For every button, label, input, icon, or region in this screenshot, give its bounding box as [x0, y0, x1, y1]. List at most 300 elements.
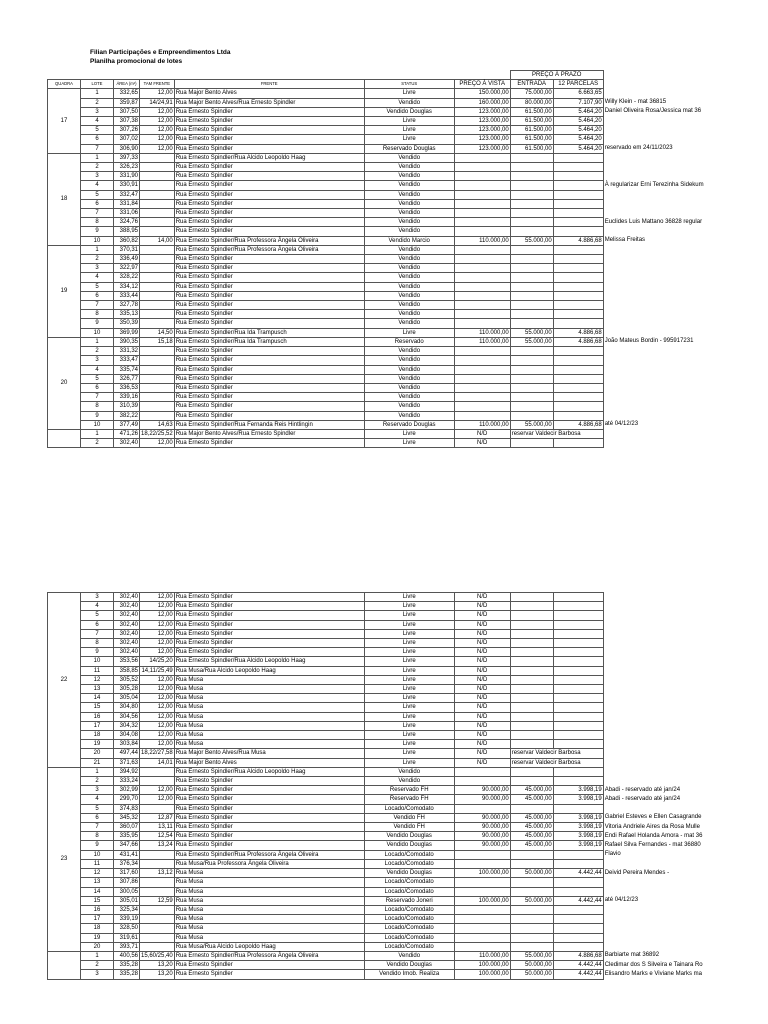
preco-vista-cell	[454, 393, 510, 402]
area-cell: 339,16	[114, 393, 140, 402]
area-cell: 388,95	[114, 227, 140, 236]
lote-cell: 1	[81, 951, 114, 960]
entrada-cell: 61.500,00	[510, 107, 553, 116]
status-cell: Vendido Douglas	[364, 841, 454, 850]
lote-cell: 18	[81, 731, 114, 740]
parcelas-cell	[553, 777, 603, 786]
lote-cell: 4	[81, 795, 114, 804]
frente-cell: Rua Ernesto Spindler	[174, 639, 364, 648]
frente-cell: Rua Major Bento Alves/Rua Ernesto Spindler	[174, 429, 364, 438]
area-cell: 497,44	[114, 749, 140, 758]
entrada-cell: 80.000,00	[510, 98, 553, 107]
area-cell: 400,56	[114, 951, 140, 960]
status-cell: Livre	[364, 758, 454, 767]
tam-frente-cell	[140, 402, 175, 411]
observacao-cell	[603, 365, 683, 374]
entrada-cell	[510, 163, 553, 172]
table-row	[48, 657, 684, 666]
tam-frente-cell: 12,00	[140, 439, 175, 448]
table-row	[48, 126, 684, 135]
frente-cell: Rua Ernesto Spindler	[174, 813, 364, 822]
table-row	[48, 951, 684, 960]
observacao-cell	[603, 291, 683, 300]
tam-frente-cell: 14,50	[140, 328, 175, 337]
entrada-cell	[510, 310, 553, 319]
area-cell: 326,23	[114, 163, 140, 172]
frente-cell: Rua Ernesto Spindler	[174, 181, 364, 190]
preco-vista-cell: N/D	[454, 731, 510, 740]
tam-frente-cell	[140, 153, 175, 162]
preco-vista-cell: N/D	[454, 712, 510, 721]
frente-cell: Rua Musa/Rua Alcido Leopoldo Haag	[174, 942, 364, 951]
lote-cell: 16	[81, 905, 114, 914]
parcelas-cell	[553, 163, 603, 172]
tam-frente-cell: 12,00	[140, 694, 175, 703]
observacao-cell	[603, 218, 703, 227]
preco-vista-cell	[454, 153, 510, 162]
area-cell: 335,13	[114, 310, 140, 319]
frente-cell: Rua Ernesto Spindler	[174, 301, 364, 310]
frente-cell: Rua Ernesto Spindler	[174, 190, 364, 199]
parcelas-cell	[553, 878, 603, 887]
table-row	[48, 804, 684, 813]
observacao-text: até 04/12/23	[604, 421, 639, 428]
status-cell: Vendido	[364, 402, 454, 411]
table-row	[48, 675, 684, 684]
preco-vista-cell: 123.000,00	[454, 126, 510, 135]
observacao-text: Barbiarte mat 36892	[604, 952, 660, 959]
table-row	[48, 347, 684, 356]
parcelas-cell	[553, 675, 603, 684]
entrada-cell	[510, 878, 553, 887]
status-cell: Vendido Douglas	[364, 869, 454, 878]
area-cell: 305,01	[114, 896, 140, 905]
table-row	[48, 163, 684, 172]
parcelas-cell	[553, 411, 603, 420]
parcelas-cell	[553, 915, 603, 924]
lote-cell: 6	[81, 383, 114, 392]
entrada-cell: 61.500,00	[510, 144, 553, 153]
tam-frente-cell	[140, 393, 175, 402]
area-cell: 302,40	[114, 593, 140, 602]
lote-cell: 14	[81, 694, 114, 703]
observacao-cell	[603, 383, 683, 392]
frente-cell: Rua Ernesto Spindler	[174, 383, 364, 392]
table-row	[48, 887, 684, 896]
lote-cell: 10	[81, 420, 114, 429]
status-cell: Vendido	[364, 393, 454, 402]
observacao-cell	[603, 429, 683, 438]
preco-vista-cell	[454, 356, 510, 365]
lote-cell: 17	[81, 915, 114, 924]
frente-cell: Rua Ernesto Spindler	[174, 273, 364, 282]
entrada-cell: 61.500,00	[510, 126, 553, 135]
lote-cell: 11	[81, 666, 114, 675]
preco-vista-cell: 90.000,00	[454, 795, 510, 804]
status-cell: Livre	[364, 328, 454, 337]
area-cell: 307,86	[114, 878, 140, 887]
frente-cell: Rua Musa	[174, 878, 364, 887]
entrada-cell: 55.000,00	[510, 420, 553, 429]
lote-cell: 6	[81, 620, 114, 629]
observacao-cell	[603, 611, 683, 620]
status-cell: Vendido Douglas	[364, 961, 454, 970]
table-row	[48, 869, 684, 878]
observacao-text: À regularizar Erni Terezinha Sidekum	[604, 181, 704, 188]
entrada-cell	[510, 675, 553, 684]
area-cell: 370,31	[114, 245, 140, 254]
entrada-cell: 55.000,00	[510, 236, 553, 245]
status-cell: Vendido	[364, 411, 454, 420]
preco-vista-cell	[454, 767, 510, 776]
preco-vista-cell: 160.000,00	[454, 98, 510, 107]
parcelas-cell: 3.998,19	[553, 813, 603, 822]
lote-cell: 12	[81, 675, 114, 684]
tam-frente-cell: 14/25,20	[140, 657, 175, 666]
preco-vista-cell: N/D	[454, 694, 510, 703]
entrada-cell	[510, 181, 553, 190]
tam-frente-cell	[140, 924, 175, 933]
parcelas-cell	[553, 602, 603, 611]
observacao-text: João Mateus Bordin - 995917231	[604, 338, 694, 345]
parcelas-cell	[553, 439, 603, 448]
tam-frente-cell: 12,00	[140, 126, 175, 135]
area-cell: 302,99	[114, 786, 140, 795]
parcelas-cell: 4.442,44	[553, 970, 603, 979]
observacao-cell	[603, 181, 704, 190]
preco-vista-cell: 100.000,00	[454, 896, 510, 905]
status-cell: Vendido Imob. Realiza	[364, 970, 454, 979]
observacao-text: Euclides Luis Mattano 36828 regular	[604, 218, 703, 225]
entrada-cell: 45.000,00	[510, 786, 553, 795]
lote-cell: 16	[81, 712, 114, 721]
lote-cell: 9	[81, 648, 114, 657]
table-row	[48, 393, 684, 402]
observacao-text: Rafael Silva Fernandes - mat 36880	[604, 841, 701, 848]
area-cell: 305,52	[114, 675, 140, 684]
observacao-cell	[603, 629, 683, 638]
lote-cell: 1	[81, 245, 114, 254]
table-row	[48, 721, 684, 730]
tam-frente-cell: 12,87	[140, 813, 175, 822]
observacao-cell	[603, 153, 683, 162]
entrada-cell	[510, 777, 553, 786]
entrada-cell	[510, 694, 553, 703]
status-cell: Livre	[364, 648, 454, 657]
preco-vista-cell: N/D	[454, 749, 510, 758]
area-cell: 331,84	[114, 199, 140, 208]
tam-frente-cell	[140, 374, 175, 383]
preco-vista-cell: N/D	[454, 439, 510, 448]
tam-frente-cell	[140, 181, 175, 190]
frente-cell: Rua Ernesto Spindler	[174, 144, 364, 153]
tam-frente-cell	[140, 227, 175, 236]
preco-vista-cell	[454, 218, 510, 227]
preco-vista-cell	[454, 163, 510, 172]
table-row	[48, 209, 684, 218]
observacao-cell	[603, 933, 683, 942]
table-row	[48, 611, 684, 620]
area-cell: 390,35	[114, 337, 140, 346]
parcelas-cell	[553, 703, 603, 712]
status-cell: Livre	[364, 694, 454, 703]
status-cell: Vendido	[364, 98, 454, 107]
col-preco-vista: PREÇO À VISTA	[454, 80, 510, 89]
status-cell: Vendido	[364, 365, 454, 374]
entrada-cell	[510, 731, 553, 740]
frente-cell: Rua Ernesto Spindler	[174, 795, 364, 804]
area-cell: 300,05	[114, 887, 140, 896]
preco-vista-cell	[454, 282, 510, 291]
tam-frente-cell: 14,11/25,49	[141, 667, 173, 674]
parcelas-cell: 4.886,68	[553, 337, 603, 346]
lote-cell: 3	[81, 593, 114, 602]
frente-cell: Rua Ernesto Spindler	[174, 786, 364, 795]
observacao-cell	[603, 703, 683, 712]
status-cell: Vendido	[364, 163, 454, 172]
table-row	[48, 767, 684, 776]
frente-cell: Rua Major Bento Alves	[174, 758, 364, 767]
preco-vista-cell: 90.000,00	[454, 841, 510, 850]
tam-frente-cell	[140, 365, 175, 374]
area-cell: 305,28	[114, 685, 140, 694]
observacao-text: Willy Klein - mat 36815	[604, 99, 667, 106]
observacao-cell	[603, 89, 683, 98]
status-cell: Locado/Comodato	[364, 878, 454, 887]
status-cell: Locado/Comodato	[364, 859, 454, 868]
frente-cell: Rua Musa	[174, 924, 364, 933]
status-cell: Locado/Comodato	[364, 924, 454, 933]
table-row	[48, 245, 684, 254]
tam-frente-cell	[140, 273, 175, 282]
entrada-cell	[510, 703, 553, 712]
table-row	[48, 402, 684, 411]
table-row	[48, 961, 684, 970]
tam-frente-cell: 12,00	[140, 611, 175, 620]
preco-vista-cell: 90.000,00	[454, 786, 510, 795]
parcelas-cell: 4.886,68	[553, 420, 603, 429]
tam-frente-cell	[140, 163, 175, 172]
area-cell: 333,47	[114, 356, 140, 365]
observacao-cell	[603, 255, 683, 264]
header-row-prazo	[48, 71, 684, 80]
frente-cell: Rua Ernesto Spindler	[174, 961, 364, 970]
lote-cell: 4	[81, 181, 114, 190]
status-cell: Livre	[364, 666, 454, 675]
lote-cell: 15	[81, 703, 114, 712]
status-cell: Reservado FH	[364, 786, 454, 795]
parcelas-cell	[553, 685, 603, 694]
tam-frente-cell	[140, 218, 175, 227]
area-cell: 328,50	[114, 924, 140, 933]
frente-cell: Rua Ernesto Spindler	[174, 374, 364, 383]
table-row	[48, 282, 684, 291]
observacao-cell	[603, 163, 683, 172]
table-row	[48, 439, 684, 448]
parcelas-cell: 3.998,19	[553, 786, 603, 795]
area-cell: 333,44	[114, 291, 140, 300]
tam-frente-cell: 13,20	[140, 970, 175, 979]
observacao-cell	[603, 356, 683, 365]
area-cell: 331,06	[114, 209, 140, 218]
parcelas-cell	[553, 629, 603, 638]
tam-frente-cell	[140, 199, 175, 208]
entrada-cell	[510, 915, 553, 924]
table-row	[48, 777, 684, 786]
observacao-cell	[603, 813, 702, 822]
lote-cell: 7	[81, 823, 114, 832]
frente-cell: Rua Ernesto Spindler/Rua Alcido Leopoldo Haag	[174, 767, 364, 776]
area-cell: 327,78	[114, 301, 140, 310]
area-cell: 304,80	[114, 703, 140, 712]
preco-vista-cell: 123.000,00	[454, 117, 510, 126]
entrada-cell	[510, 347, 553, 356]
tam-frente-cell: 18,22/27,58	[141, 750, 173, 757]
lote-cell: 2	[81, 777, 114, 786]
entrada-cell: 55.000,00	[510, 328, 553, 337]
parcelas-cell	[553, 942, 603, 951]
entrada-cell	[510, 721, 553, 730]
preco-vista-cell	[454, 887, 510, 896]
parcelas-cell	[553, 905, 603, 914]
parcelas-cell: 5.464,20	[553, 126, 603, 135]
frente-cell: Rua Musa/Rua Professora Ângela Oliveira	[174, 859, 364, 868]
frente-cell: Rua Ernesto Spindler	[174, 777, 364, 786]
frente-cell: Rua Ernesto Spindler	[174, 832, 364, 841]
frente-cell: Rua Ernesto Spindler	[174, 319, 364, 328]
preco-vista-cell: N/D	[454, 758, 510, 767]
preco-vista-cell: N/D	[454, 611, 510, 620]
observacao-cell	[603, 439, 683, 448]
status-cell: Vendido Douglas	[364, 832, 454, 841]
tam-frente-cell	[140, 804, 175, 813]
parcelas-cell	[553, 383, 603, 392]
preco-vista-cell: N/D	[454, 657, 510, 666]
tam-frente-cell: 12,00	[140, 117, 175, 126]
tam-frente-cell: 14,63	[140, 420, 175, 429]
parcelas-cell	[553, 593, 603, 602]
entrada-cell: 61.500,00	[510, 135, 553, 144]
lote-cell: 20	[81, 942, 114, 951]
observacao-cell	[603, 227, 683, 236]
frente-cell: Rua Ernesto Spindler/Rua Alcido Leopoldo Haag	[174, 657, 364, 666]
lote-cell: 7	[81, 209, 114, 218]
lote-cell: 9	[81, 411, 114, 420]
entrada-cell	[510, 383, 553, 392]
observacao-cell	[603, 639, 683, 648]
observacao-text: Daniel Oliveira Rosa/Jessica mat 36	[604, 108, 702, 115]
tam-frente-cell: 15,60/25,40	[141, 952, 173, 959]
lote-cell: 19	[81, 933, 114, 942]
frente-cell: Rua Major Bento Alves/Rua Musa	[174, 749, 364, 758]
col-lote: LOTE	[81, 80, 114, 89]
parcelas-cell	[553, 887, 603, 896]
parcelas-cell: 7.107,90	[553, 98, 603, 107]
lote-cell: 8	[81, 218, 114, 227]
status-cell: Livre	[364, 629, 454, 638]
lote-cell: 3	[81, 264, 114, 273]
status-cell: Vendido	[364, 245, 454, 254]
entrada-cell	[510, 657, 553, 666]
entrada-cell	[510, 620, 553, 629]
area-cell: 397,33	[114, 153, 140, 162]
parcelas-cell	[553, 301, 603, 310]
area-cell: 376,34	[114, 859, 140, 868]
area-cell: 339,19	[114, 915, 140, 924]
frente-cell: Rua Ernesto Spindler	[174, 393, 364, 402]
status-cell: Vendido	[364, 291, 454, 300]
col-tam-frente: TAM FRENTE	[140, 80, 175, 89]
tam-frente-cell	[140, 172, 175, 181]
status-cell: Vendido	[364, 777, 454, 786]
parcelas-cell: 4.442,44	[553, 896, 603, 905]
status-cell: Vendido FH	[364, 823, 454, 832]
preco-vista-cell: N/D	[454, 620, 510, 629]
area-cell: 307,26	[114, 126, 140, 135]
observacao-cell	[603, 869, 683, 878]
entrada-cell: 45.000,00	[510, 832, 553, 841]
status-cell: Vendido	[364, 767, 454, 776]
lote-cell: 6	[81, 813, 114, 822]
preco-vista-cell	[454, 942, 510, 951]
lote-cell: 7	[81, 629, 114, 638]
preco-vista-cell	[454, 209, 510, 218]
status-cell: Vendido	[364, 153, 454, 162]
tam-frente-cell: 12,00	[140, 593, 175, 602]
parcelas-cell	[553, 374, 603, 383]
lote-cell: 13	[81, 685, 114, 694]
table-row	[48, 383, 684, 392]
lote-cell: 2	[81, 347, 114, 356]
frente-cell: Rua Ernesto Spindler	[174, 310, 364, 319]
tam-frente-cell	[140, 255, 175, 264]
observacao-cell	[603, 107, 702, 116]
status-cell: Livre	[364, 721, 454, 730]
preco-vista-cell	[454, 402, 510, 411]
parcelas-cell	[553, 218, 603, 227]
frente-cell: Rua Ernesto Spindler/Rua Professora Ângela Oliveira	[174, 951, 364, 960]
area-cell: 336,49	[114, 255, 140, 264]
frente-cell: Rua Ernesto Spindler/Rua Professora Ângela Oliveira	[174, 245, 364, 254]
entrada-note-cell	[510, 429, 603, 438]
tam-frente-cell: 12,00	[140, 629, 175, 638]
sheet-subtitle: Planilha promocional de lotes	[90, 58, 183, 65]
tam-frente-cell: 12,00	[140, 648, 175, 657]
parcelas-cell	[553, 245, 603, 254]
status-cell: Livre	[364, 117, 454, 126]
parcelas-cell: 3.998,19	[553, 823, 603, 832]
entrada-cell	[510, 859, 553, 868]
table-row	[48, 896, 684, 905]
entrada-cell	[510, 685, 553, 694]
frente-cell: Rua Musa	[174, 721, 364, 730]
table-row	[48, 823, 684, 832]
entrada-cell	[510, 602, 553, 611]
preco-vista-cell	[454, 365, 510, 374]
frente-cell: Rua Ernesto Spindler	[174, 356, 364, 365]
preco-vista-cell: N/D	[454, 639, 510, 648]
table-row	[48, 153, 684, 162]
status-cell: Reservado Joneri	[364, 896, 454, 905]
lote-cell: 20	[81, 749, 114, 758]
lote-cell: 1	[81, 89, 114, 98]
entrada-cell	[510, 291, 553, 300]
status-cell: Vendido	[364, 264, 454, 273]
observacao-text: Elisandro Marks e Viviane Marks ma	[604, 970, 702, 977]
lote-cell: 2	[81, 439, 114, 448]
entrada-note-text: reservar Valdecir Barbosa	[511, 759, 581, 766]
table-row	[48, 172, 684, 181]
